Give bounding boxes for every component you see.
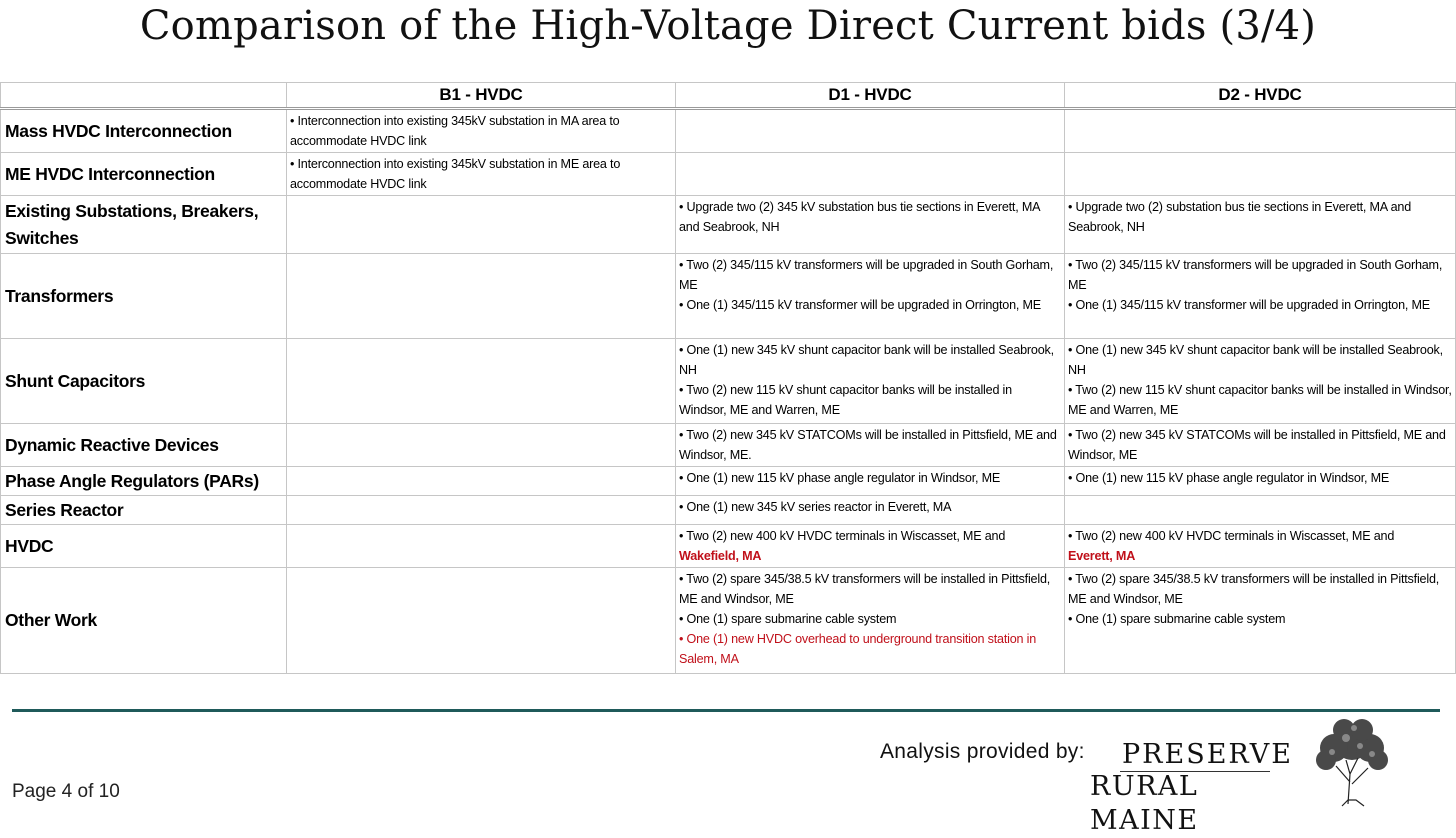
header-empty [1,83,287,109]
row-label: Existing Substations, Breakers, Switches [1,196,287,254]
bullet-text: • One (1) spare submarine cable system [1068,612,1286,626]
bullet-text: • One (1) 345/115 kV transformer will be upgraded in Orrington, ME [1068,298,1430,312]
cell-d2 [1065,196,1456,254]
bullet-text: • Two (2) 345/115 kV transformers will be upgraded in South Gorham, ME [1068,258,1443,292]
row-label: Phase Angle Regulators (PARs) [1,467,287,496]
cell-b1 [287,568,676,674]
cell-d2 [1065,153,1456,196]
table-row [1,339,1456,424]
row-label: Shunt Capacitors [1,339,287,424]
cell-d2 [1065,525,1456,568]
cell-d1 [676,339,1065,424]
bullet-text: • One (1) new 345 kV series reactor in Everett, MA [679,500,952,514]
cell-d2 [1065,339,1456,424]
comparison-table [0,82,1456,674]
table-header-row [1,83,1456,109]
bullet-text: • One (1) 345/115 kV transformer will be upgraded in Orrington, ME [679,298,1041,312]
cell-b1 [287,339,676,424]
cell-d2 [1065,424,1456,467]
highlight-text: • One (1) new HVDC overhead to underground transition station in Salem, MA [679,632,1037,666]
cell-b1 [287,196,676,254]
table-row [1,568,1456,674]
row-label: ME HVDC Interconnection [1,153,287,196]
highlight-text: Everett, MA [1068,549,1136,563]
bullet-text: • Two (2) new 400 kV HVDC terminals in Wiscasset, ME and [679,529,1006,543]
bullet-text: • Two (2) 345/115 kV transformers will be upgraded in South Gorham, ME [679,258,1054,292]
cell-b1 [287,424,676,467]
bullet-text: • Two (2) spare 345/38.5 kV transformers will be installed in Pittsfield, ME and Windsor, ME [1068,572,1440,606]
table-row [1,153,1456,196]
row-label: Transformers [1,254,287,339]
cell-d2 [1065,109,1456,153]
page-title: Comparison of the High-Voltage Direct Current bids (3/4) [139,3,1317,49]
cell-d2 [1065,568,1456,674]
brand-logo [1086,738,1296,836]
row-label: Dynamic Reactive Devices [1,424,287,467]
row-label: Other Work [1,568,287,674]
cell-d1 [676,467,1065,496]
cell-b1 [287,109,676,153]
cell-b1 [287,467,676,496]
cell-b1 [287,525,676,568]
cell-d1 [676,496,1065,525]
header-d1: D1 - HVDC [676,83,1065,109]
bullet-text: • Two (2) spare 345/38.5 kV transformers will be installed in Pittsfield, ME and Windsor, ME [679,572,1051,606]
table-row [1,496,1456,525]
cell-d1 [676,525,1065,568]
bullet-text: • Two (2) new 400 kV HVDC terminals in Wiscasset, ME and [1068,529,1395,543]
cell-d1 [676,153,1065,196]
bullet-text: • Interconnection into existing 345kV substation in ME area to accommodate HVDC link [290,157,621,191]
page-number: Page 4 of 10 [12,781,120,802]
analysis-credit: Analysis provided by: [880,740,1085,763]
table-row [1,467,1456,496]
row-label: Series Reactor [1,496,287,525]
table-row [1,424,1456,467]
table-row [1,196,1456,254]
header-d2: D2 - HVDC [1065,83,1456,109]
bullet-text: • Upgrade two (2) 345 kV substation bus tie sections in Everett, MA and Seabrook, NH [679,200,1040,234]
bullet-text: • One (1) new 345 kV shunt capacitor bank will be installed Seabrook, NH [1068,343,1443,377]
cell-d1 [676,196,1065,254]
bullet-text: • Two (2) new 115 kV shunt capacitor banks will be installed in Windsor, ME and Warren, ME [679,383,1012,417]
cell-d1 [676,424,1065,467]
row-label: Mass HVDC Interconnection [1,109,287,153]
table-row [1,254,1456,339]
cell-b1 [287,254,676,339]
bullet-text: • Two (2) new 115 kV shunt capacitor banks will be installed in Windsor, ME and Warren, ME [1068,383,1452,417]
brand-line-1: PRESERVE [1122,739,1293,770]
tree-icon [1302,712,1402,808]
table-row [1,109,1456,153]
cell-d2 [1065,496,1456,525]
bullet-text: • One (1) spare submarine cable system [679,612,897,626]
cell-d1 [676,254,1065,339]
cell-b1 [287,153,676,196]
bullet-text: • One (1) new 115 kV phase angle regulator in Windsor, ME [1068,471,1390,485]
bullet-text: • Upgrade two (2) substation bus tie sections in Everett, MA and Seabrook, NH [1068,200,1412,234]
header-b1: B1 - HVDC [287,83,676,109]
bullet-text: • Interconnection into existing 345kV substation in MA area to accommodate HVDC link [290,114,620,148]
table-row [1,525,1456,568]
bullet-text: • One (1) new 115 kV phase angle regulator in Windsor, ME [679,471,1001,485]
cell-d1 [676,109,1065,153]
bullet-text: • Two (2) new 345 kV STATCOMs will be installed in Pittsfield, ME and Windsor, ME. [679,428,1057,462]
cell-d1 [676,568,1065,674]
bullet-text: • One (1) new 345 kV shunt capacitor bank will be installed Seabrook, NH [679,343,1054,377]
highlight-text: Wakefield, MA [679,549,762,563]
cell-b1 [287,496,676,525]
row-label: HVDC [1,525,287,568]
footer-divider [12,709,1440,712]
bullet-text: • Two (2) new 345 kV STATCOMs will be installed in Pittsfield, ME and Windsor, ME [1068,428,1446,462]
cell-d2 [1065,254,1456,339]
brand-line-2: RURAL MAINE [1090,771,1199,836]
cell-d2 [1065,467,1456,496]
